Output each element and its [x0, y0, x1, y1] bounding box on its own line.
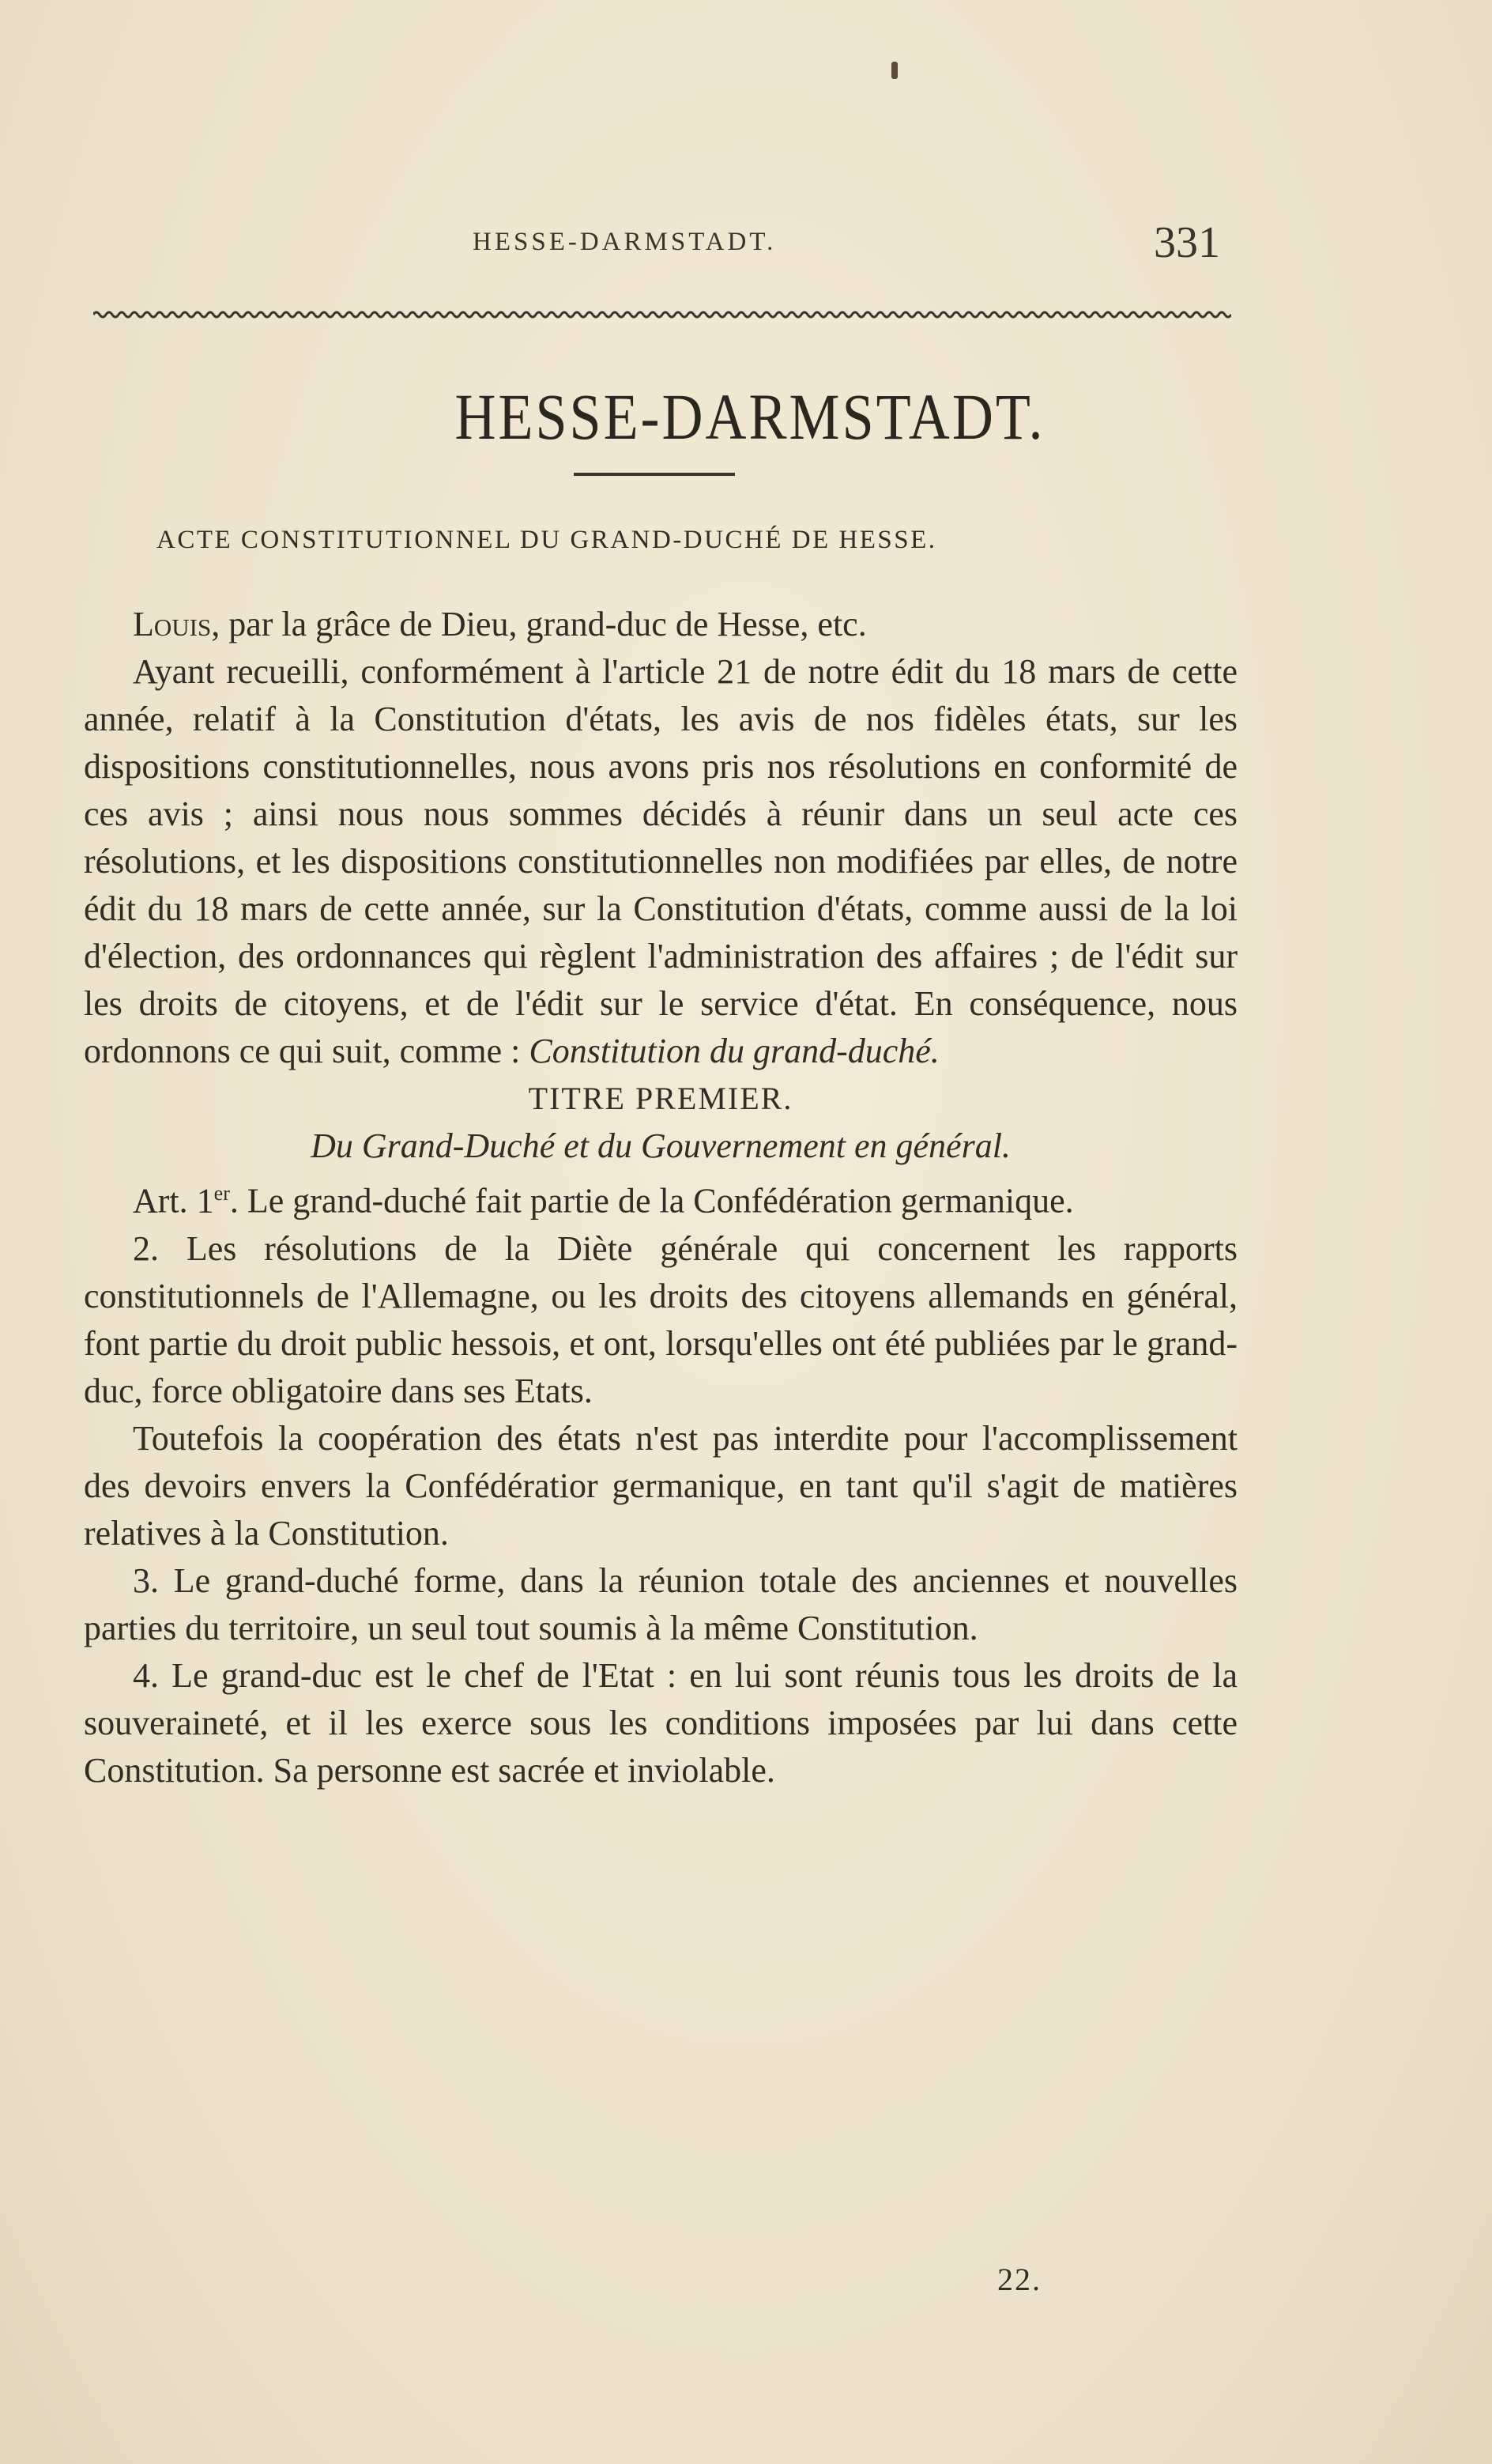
- louis-word: Louis: [133, 605, 212, 643]
- title-rule: [574, 473, 735, 476]
- article-2-continued: Toutefois la coopération des états n'est pas interdite pour l'accomplissement des devoirs envers la Confédératior germanique, en tant qu'il s'agit de matières relatives à la Constitution.: [84, 1418, 1238, 1553]
- article-2: 2. Les résolutions de la Diète générale qui concernent les rapports constitutionnels de l'Allemagne, ou les droits des citoyens allemands en général, font partie du droit public hessois, et ont, lorsqu'elles ont été publiées par le grand-duc, force obligatoire dans ses Etats.: [84, 1228, 1238, 1410]
- preamble-line: [84, 601, 1238, 648]
- article-1-sup: er: [213, 1182, 230, 1205]
- page-number: 331: [1154, 218, 1220, 267]
- article-1-label: Art. 1: [133, 1181, 214, 1221]
- article-1-text: . Le grand-duché fait partie de la Confédération germanique.: [229, 1181, 1074, 1221]
- running-head: HESSE-DARMSTADT.: [473, 228, 777, 256]
- main-title: HESSE-DARMSTADT.: [454, 380, 1046, 454]
- body-text: [84, 601, 1238, 1794]
- act-heading: ACTE CONSTITUTIONNEL DU GRAND-DUCHÉ DE HESSE.: [156, 526, 937, 554]
- article-1: [84, 1170, 1238, 1225]
- signature-mark: 22.: [997, 2262, 1042, 2297]
- preamble-main: Ayant recueilli, conformément à l'article 21 de notre édit du 18 mars de cette année, relatif à la Constitution d'états, les avis de nos fidèles états, sur les dispositions constitutionnelles, nous avons pris nos résolutions en conformité de ces avis ; ainsi nous nous sommes décidés à réunir dans un seul acte ces résolutions, et les dispositions constitutionnelles non modifiées par elles, de notre édit du 18 mars de cette année, sur la Constitution d'états, comme aussi de la loi d'élection, des ordonnances qui règlent l'administration des affaires ; de l'édit sur les droits de citoyens, et de l'édit sur le service d'état. En conséquence, nous ordonnons ce qui suit, comme :: [84, 652, 1238, 1070]
- preamble-rest: , par la grâce de Dieu, grand-duc de Hesse, etc.: [211, 605, 867, 643]
- titre-heading: TITRE PREMIER.: [528, 1081, 793, 1116]
- ornamental-rule: [93, 307, 1231, 324]
- preamble-paragraph: [84, 648, 1238, 1075]
- constitution-title: Constitution du grand-duché.: [529, 1032, 940, 1070]
- article-4: 4. Le grand-duc est le chef de l'Etat : en lui sont réunis tous les droits de la souveraineté, et il les exerce sous les conditions imposées par lui dans cette Constitution. Sa personne est sacrée et inviolable.: [84, 1655, 1238, 1790]
- ink-speck: [891, 62, 898, 79]
- section-subheading: Du Grand-Duché et du Gouvernement en général.: [311, 1126, 1011, 1165]
- article-3: 3. Le grand-duché forme, dans la réunion totale des anciennes et nouvelles parties du territoire, un seul tout soumis à la même Constitution.: [84, 1560, 1238, 1647]
